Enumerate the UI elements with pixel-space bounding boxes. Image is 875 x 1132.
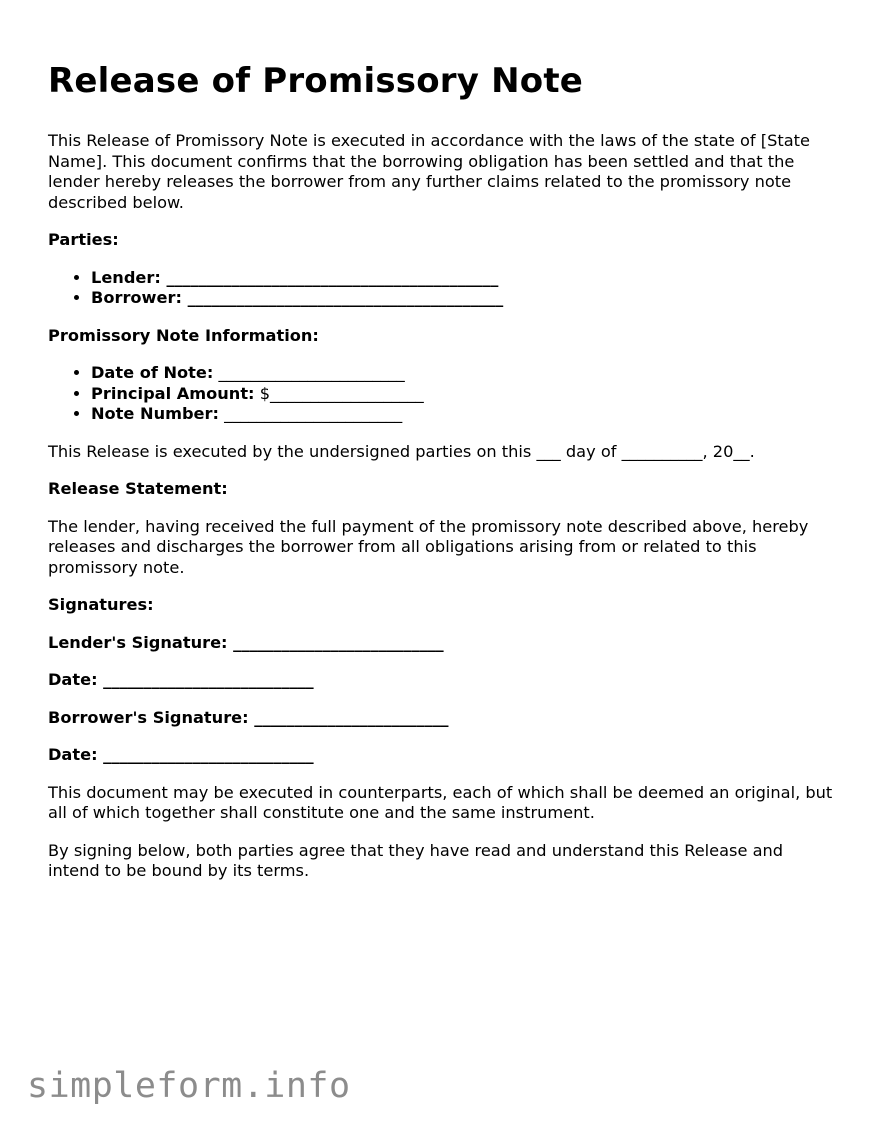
lender-blank: _________________________________________ [160,267,499,287]
intro-paragraph: This Release of Promissory Note is executed in accordance with the laws of the state of [State Name]. This document confirms that the borrowing obligation has been settled and that the lender hereby releases the borrower from any further claims related to the promissory note described below. [48,131,810,212]
agreement-paragraph: By signing below, both parties agree that they have read and understand this Release and intend to be bound by its terms. [48,840,784,880]
document-title: Release of Promissory Note [48,61,584,101]
borrower-label: Borrower: [91,288,182,307]
parties-heading: Parties: [48,230,119,249]
date-of-note-blank: _______________________ [213,363,405,382]
note-number-item [91,404,838,425]
borrower-signature-line: Borrower's Signature: ________________________ [48,707,449,727]
note-number-blank: ______________________ [218,404,403,423]
lender-date-line: Date: __________________________ [48,670,314,689]
note-number-label: Note Number: [91,404,219,423]
borrower-item [91,288,838,309]
executed-statement: This Release is executed by the undersigned parties on this ___ day of __________, 20__. [48,441,755,461]
release-text: The lender, having received the full payment of the promissory note described above, hereby releases and discharges the borrower from all obligations arising from or related to this promissory note. [48,516,809,577]
parties-list [48,268,838,309]
note-info-heading: Promissory Note Information: [48,325,319,345]
lender-item [91,268,838,289]
borrower-date-line: Date: __________________________ [48,745,314,764]
date-of-note-label: Date of Note: [91,363,214,382]
lender-label: Lender: [91,267,161,287]
note-info-list [48,363,838,425]
counterparts-paragraph: This document may be executed in counterparts, each of which shall be deemed an original, but all of which together shall constitute one and the same instrument. [48,782,833,822]
principal-amount-item [91,384,838,405]
document-page [48,58,838,899]
site-watermark: simpleform.info [27,1066,351,1106]
borrower-blank: _______________________________________ [181,288,504,307]
release-heading: Release Statement: [48,479,228,498]
date-of-note-item [91,363,838,384]
principal-amount-label: Principal Amount: [91,383,255,403]
signatures-heading: Signatures: [48,595,154,614]
lender-signature-line: Lender's Signature: __________________________ [48,632,444,652]
principal-amount-blank: $___________________ [254,383,424,403]
